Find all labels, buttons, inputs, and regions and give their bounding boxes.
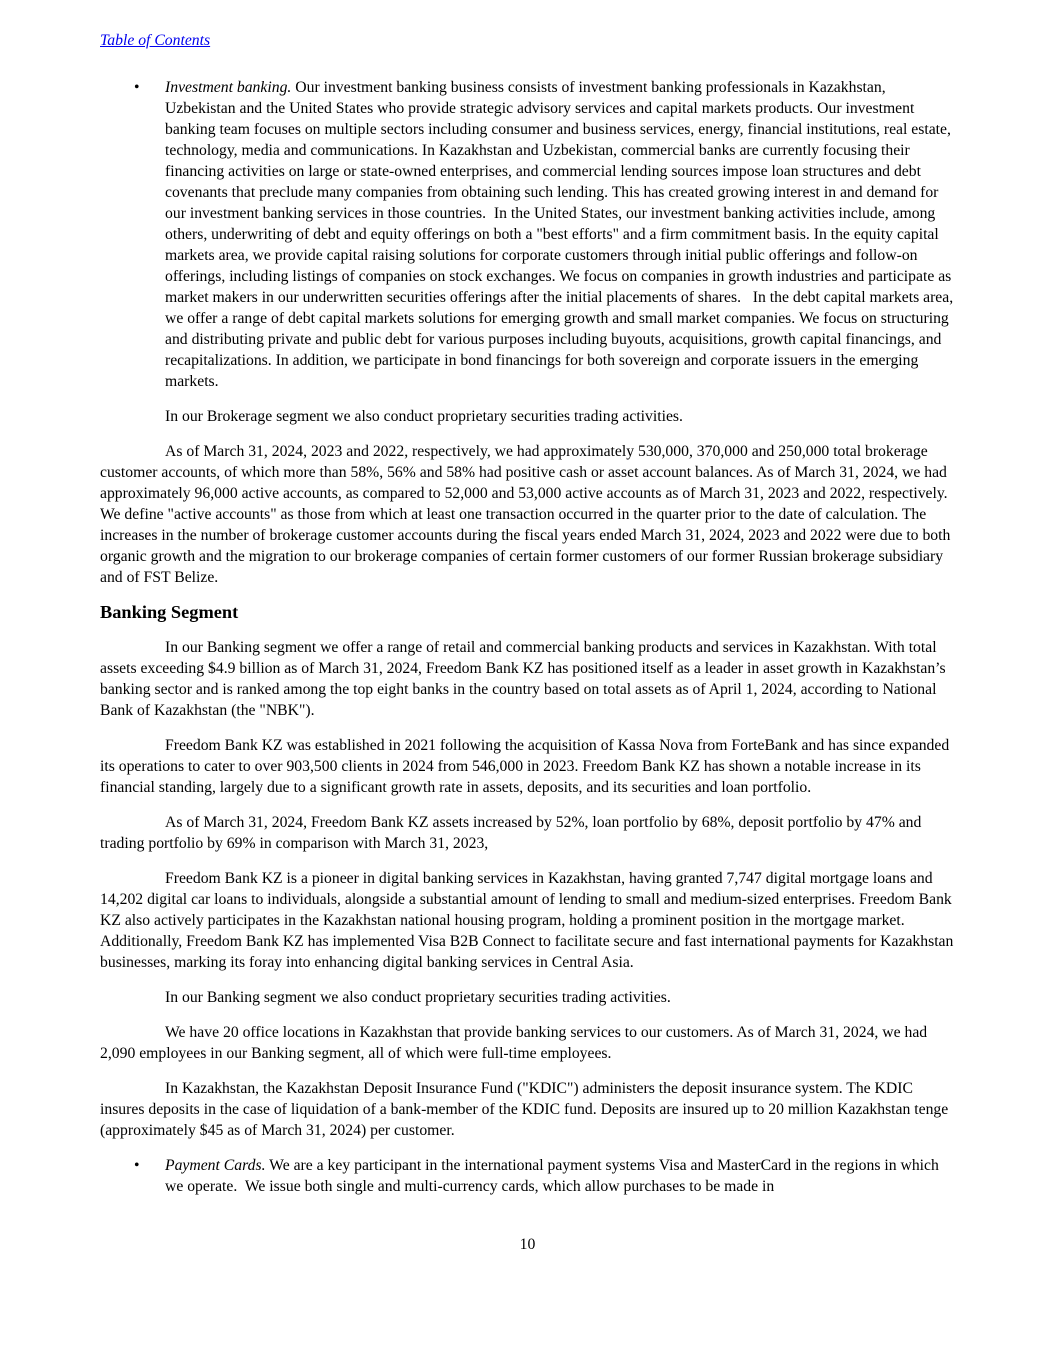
digital-banking-paragraph: Freedom Bank KZ is a pioneer in digital banking services in Kazakhstan, having granted 7,747 digital mortgage loans and 14,202 digital car loans to individuals, alongside a substantial amount of lending to small and medium-sized enterprises. Freedom Bank KZ also actively participates in the Kazakhstan national housing program, holding a prominent position in the mortgage market. Additionally, Freedom Bank KZ has implemented Visa B2B Connect to facilitate secure and fast international payments for Kazakhstan businesses, marking its foray into enhancing digital banking services in Central Asia. <box>100 870 958 971</box>
customer-accounts-paragraph: As of March 31, 2024, 2023 and 2022, respectively, we had approximately 530,000, 370,000 and 250,000 total brokerage customer accounts, of which more than 58%, 56% and 58% had positive cash or asset account balances. As of March 31, 2024, we had approximately 96,000 active accounts, as compared to 52,000 and 53,000 active accounts as of March 31, 2023 and 2022, respectively. We define "active accounts" as those from which at least one transaction occurred in the quarter prior to the date of calculation. The increases in the number of brokerage customer accounts during the fiscal years ended March 31, 2024, 2023 and 2022 were due to both organic growth and the migration to our brokerage companies of certain former customers of our former Russian brokerage subsidiary and of FST Belize. <box>100 443 955 586</box>
bullet-icon: • <box>134 79 140 96</box>
banking-trading-paragraph: In our Banking segment we also conduct proprietary securities trading activities. <box>165 989 671 1006</box>
investment-banking-lead: Investment banking. <box>165 79 292 96</box>
brokerage-trading-paragraph: In our Brokerage segment we also conduct proprietary securities trading activities. <box>165 408 683 425</box>
bank-growth-paragraph: As of March 31, 2024, Freedom Bank KZ assets increased by 52%, loan portfolio by 68%, deposit portfolio by 47% and trading portfolio by 69% in comparison with March 31, 2023, <box>100 814 926 852</box>
kdic-paragraph: In Kazakhstan, the Kazakhstan Deposit Insurance Fund ("KDIC") administers the deposit insurance system. The KDIC insures deposits in the case of liquidation of a bank-member of the KDIC fund. Deposits are insured up to 20 million Kazakhstan tenge (approximately $45 as of March 31, 2024) per customer. <box>100 1080 953 1139</box>
page-number: 10 <box>519 1236 536 1253</box>
bullet-icon: • <box>134 1157 140 1174</box>
bullet-item-payment-cards <box>100 1155 955 1197</box>
payment-cards-lead: Payment Cards. <box>165 1157 266 1174</box>
investment-banking-paragraph <box>165 77 958 392</box>
payment-cards-text: We are a key participant in the international payment systems Visa and MasterCard in the regions in which we operate. We issue both single and multi-currency cards, which allow purchases to be made in <box>165 1157 943 1195</box>
bullet-item-investment-banking <box>100 77 958 392</box>
table-of-contents-link[interactable]: Table of Contents <box>100 32 211 49</box>
bank-history-paragraph: Freedom Bank KZ was established in 2021 following the acquisition of Kassa Nova from ForteBank and has since expanded its operations to cater to over 903,500 clients in 2024 from 546,000 in 2023. Freedom Bank KZ has shown a notable increase in its financial standing, largely due to a significant growth rate in assets, deposits, and its securities and loan portfolio. <box>100 737 954 796</box>
payment-cards-paragraph <box>165 1155 955 1197</box>
investment-banking-text: Our investment banking business consists of investment banking professionals in Kazakhstan, Uzbekistan and the United States who provide strategic advisory services and capital markets products. Our investment banking team focuses on multiple sectors including consumer and business services, energy, financial institutions, real estate, technology, media and communications. In Kazakhstan and Uzbekistan, commercial banks are currently focusing their financing activities on large or state-owned enterprises, and commercial lending sources impose loan structures and debt covenants that preclude many companies from obtaining such lending. This has created growing interest in and demand for our investment banking services in those countries. In the United States, our investment banking activities include, among others, underwriting of debt and equity offerings on both a "best efforts" and a firm commitment basis. In the equity capital markets area, we provide capital raising solutions for corporate customers through initial public offerings and follow-on offerings, including listings of companies on stock exchanges. We focus on companies in growth industries and participate as market makers in our underwritten securities offerings after the initial placements of shares. In the debt capital markets area, we offer a range of debt capital markets solutions for emerging growth and small market companies. We focus on structuring and distributing private and public debt for various purposes including buyouts, acquisitions, growth capital financings, and recapitalizations. In addition, we participate in bond financings for both sovereign and corporate issuers in the emerging markets. <box>165 79 958 390</box>
banking-intro-paragraph: In our Banking segment we offer a range of retail and commercial banking products and services in Kazakhstan. With total assets exceeding $4.9 billion as of March 31, 2024, Freedom Bank KZ has positioned itself as a leader in asset growth in Kazakhstan’s banking sector and is ranked among the top eight banks in the country based on total assets as of April 1, 2024, according to National Bank of Kazakhstan (the "NBK"). <box>100 639 950 719</box>
office-locations-paragraph: We have 20 office locations in Kazakhstan that provide banking services to our customers. As of March 31, 2024, we had 2,090 employees in our Banking segment, all of which were full-time employees. <box>100 1024 932 1062</box>
banking-segment-heading: Banking Segment <box>100 602 239 622</box>
